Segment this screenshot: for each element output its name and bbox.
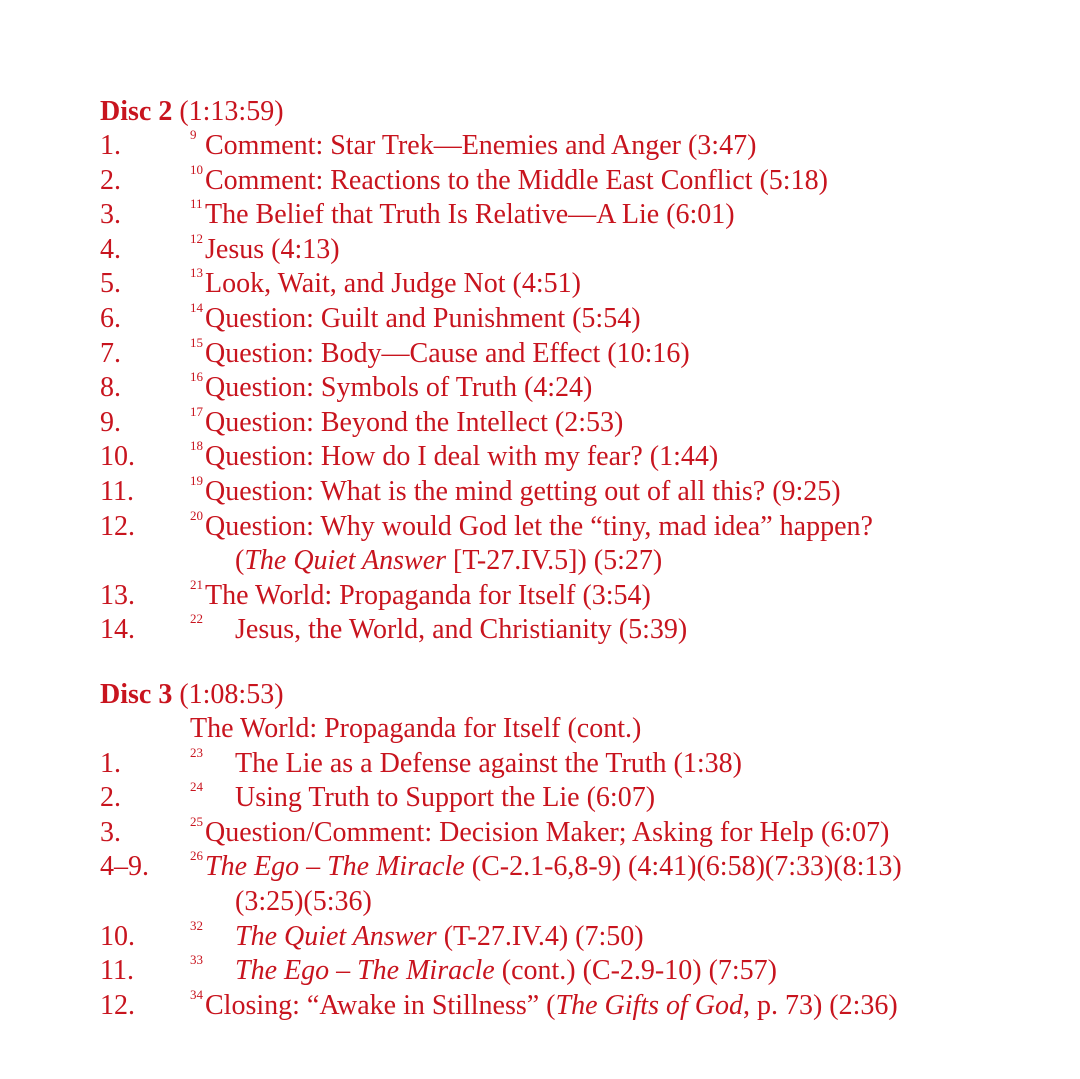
track-ref: 16 bbox=[190, 369, 203, 385]
disc-2-heading bbox=[100, 95, 284, 129]
track-title-continuation bbox=[100, 544, 663, 579]
track-row bbox=[100, 813, 890, 851]
track-row bbox=[100, 848, 902, 885]
track-title: The Lie as a Defense against the Truth (1:38) bbox=[235, 747, 742, 779]
track-row bbox=[100, 230, 340, 268]
disc-3-duration: (1:08:53) bbox=[179, 679, 284, 710]
title-rest: (T-27.IV.4) (7:50) bbox=[436, 920, 644, 952]
track-row bbox=[100, 507, 873, 545]
disc-3-label: Disc 3 bbox=[100, 679, 173, 710]
track-title: Question: How do I deal with my fear? (1:44) bbox=[205, 441, 719, 473]
track-title: Question: Guilt and Punishment (5:54) bbox=[205, 302, 641, 334]
track-title bbox=[205, 850, 902, 885]
subtitle-text: The World: Propaganda for Itself (cont.) bbox=[190, 713, 642, 744]
track-title: Using Truth to Support the Lie (6:07) bbox=[235, 782, 656, 814]
track-title: Jesus (4:13) bbox=[205, 233, 340, 265]
title-pre: Closing: “Awake in Stillness” ( bbox=[205, 989, 556, 1021]
track-ref: 34 bbox=[190, 986, 203, 1002]
disc-2-duration: (1:13:59) bbox=[179, 96, 284, 127]
track-number: 14. bbox=[100, 614, 135, 646]
disc-3-heading bbox=[100, 678, 284, 712]
track-number: 11. bbox=[100, 475, 134, 507]
track-number: 9. bbox=[100, 406, 121, 438]
track-row bbox=[100, 744, 742, 782]
track-ref: 22 bbox=[190, 611, 203, 627]
track-ref: 26 bbox=[190, 848, 203, 864]
track-title bbox=[235, 920, 644, 955]
track-number: 10. bbox=[100, 920, 135, 952]
track-row bbox=[100, 196, 735, 233]
track-ref: 25 bbox=[190, 813, 203, 829]
italic-title: The Quiet Answer bbox=[244, 545, 447, 577]
track-ref: 10 bbox=[190, 161, 203, 177]
disc-2-section bbox=[100, 95, 873, 648]
track-title: Question: What is the mind getting out of all this? (9:25) bbox=[205, 475, 841, 507]
track-number: 2. bbox=[100, 782, 121, 814]
track-ref: 15 bbox=[190, 334, 203, 350]
track-ref: 12 bbox=[190, 230, 203, 246]
track-row bbox=[100, 161, 828, 199]
track-number: 3. bbox=[100, 199, 121, 231]
track-row bbox=[100, 986, 898, 1024]
title-rest: (C-2.1-6,8-9) (4:41)(6:58)(7:33)(8:13) bbox=[464, 851, 902, 883]
track-ref: 9 bbox=[190, 127, 197, 142]
track-ref: 17 bbox=[190, 403, 203, 419]
track-row bbox=[100, 611, 688, 648]
track-number: 12. bbox=[100, 510, 135, 542]
track-title: The World: Propaganda for Itself (3:54) bbox=[205, 579, 651, 611]
italic-title: The Quiet Answer bbox=[235, 920, 437, 952]
track-ref: 33 bbox=[190, 952, 203, 968]
track-ref: 21 bbox=[190, 576, 203, 592]
track-title-continuation bbox=[100, 885, 372, 920]
track-title: Question: Symbols of Truth (4:24) bbox=[205, 372, 593, 404]
disc-3-subtitle bbox=[100, 712, 642, 747]
track-number: 5. bbox=[100, 268, 121, 300]
track-number: 6. bbox=[100, 302, 121, 334]
track-ref: 20 bbox=[190, 507, 203, 523]
track-number: 7. bbox=[100, 337, 121, 369]
track-number: 4. bbox=[100, 233, 121, 265]
track-row bbox=[100, 127, 757, 164]
track-title: Look, Wait, and Judge Not (4:51) bbox=[205, 268, 581, 300]
track-row bbox=[100, 779, 656, 816]
track-title bbox=[205, 989, 898, 1024]
title-rest: , p. 73) (2:36) bbox=[742, 989, 898, 1021]
disc-2-label: Disc 2 bbox=[100, 96, 173, 127]
track-ref: 14 bbox=[190, 299, 203, 315]
track-title: Comment: Star Trek—Enemies and Anger (3:47) bbox=[205, 130, 757, 161]
track-ref: 11 bbox=[190, 196, 203, 212]
title-rest: (cont.) (C-2.9-10) (7:57) bbox=[494, 955, 778, 987]
track-row bbox=[100, 576, 651, 614]
track-title: Jesus, the World, and Christianity (5:39) bbox=[235, 614, 688, 646]
track-ref: 18 bbox=[190, 438, 203, 454]
track-number: 1. bbox=[100, 747, 121, 779]
track-title: The Belief that Truth Is Relative—A Lie (6:01) bbox=[205, 199, 735, 231]
track-row bbox=[100, 369, 593, 406]
italic-title: The Gifts of God bbox=[555, 989, 743, 1021]
track-ref: 23 bbox=[190, 744, 203, 760]
continuation-text: (3:25)(5:36) bbox=[235, 885, 372, 917]
track-ref: 13 bbox=[190, 265, 203, 281]
track-number: 4–9. bbox=[100, 851, 149, 883]
track-ref: 19 bbox=[190, 472, 203, 488]
track-row bbox=[100, 403, 624, 441]
track-number: 8. bbox=[100, 372, 121, 404]
continuation-rest: [T-27.IV.5]) (5:27) bbox=[446, 545, 663, 577]
track-number: 12. bbox=[100, 989, 135, 1021]
track-title: Question: Body—Cause and Effect (10:16) bbox=[205, 337, 690, 369]
track-row bbox=[100, 334, 690, 372]
track-row bbox=[100, 265, 581, 302]
track-row bbox=[100, 472, 841, 510]
italic-title: The Ego – The Miracle bbox=[205, 851, 465, 883]
track-number: 11. bbox=[100, 955, 134, 987]
track-title: Comment: Reactions to the Middle East Conflict (5:18) bbox=[205, 164, 828, 196]
track-row bbox=[100, 952, 778, 989]
track-row bbox=[100, 917, 644, 955]
track-ref: 32 bbox=[190, 917, 203, 933]
italic-title: The Ego – The Miracle bbox=[235, 955, 495, 987]
track-title: Question/Comment: Decision Maker; Asking for Help (6:07) bbox=[205, 816, 890, 848]
track-ref: 24 bbox=[190, 779, 203, 795]
track-row bbox=[100, 299, 641, 337]
track-number: 3. bbox=[100, 816, 121, 848]
track-number: 10. bbox=[100, 441, 135, 473]
track-number: 1. bbox=[100, 130, 121, 161]
track-title: Question: Why would God let the “tiny, mad idea” happen? bbox=[205, 510, 873, 542]
disc-3-section bbox=[100, 678, 902, 1023]
track-number: 2. bbox=[100, 164, 121, 196]
track-number: 13. bbox=[100, 579, 135, 611]
track-title: Question: Beyond the Intellect (2:53) bbox=[205, 406, 624, 438]
track-title bbox=[235, 954, 777, 989]
track-row bbox=[100, 438, 719, 475]
paren-open: ( bbox=[235, 545, 245, 577]
